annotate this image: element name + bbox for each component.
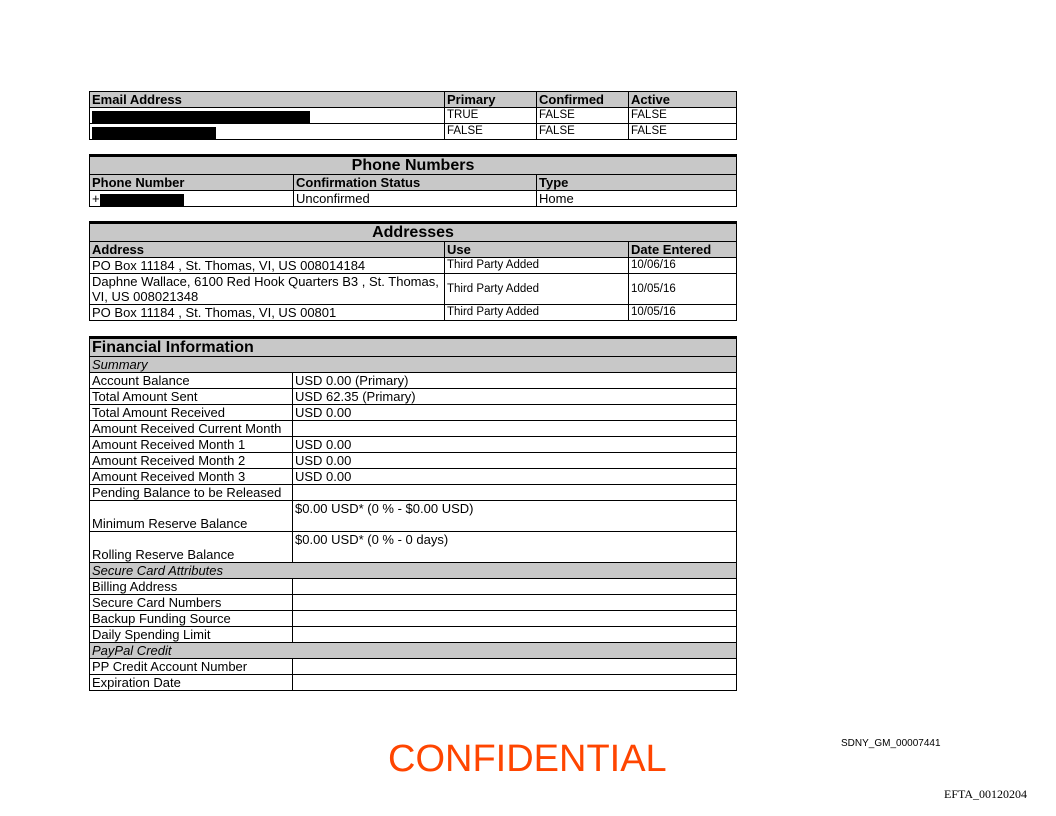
- redaction-bar: [100, 194, 184, 206]
- active-cell: FALSE: [629, 108, 737, 124]
- field-label: Daily Spending Limit: [90, 627, 293, 643]
- secure-card-label: Secure Card Attributes: [90, 563, 737, 579]
- field-value: [293, 627, 737, 643]
- field-value: [293, 421, 737, 437]
- use-cell: Third Party Added: [445, 305, 629, 321]
- confirmed-cell: FALSE: [537, 108, 629, 124]
- addresses-table: [89, 221, 737, 321]
- field-value: USD 0.00: [293, 469, 737, 485]
- phone-number-header: Phone Number: [90, 175, 294, 191]
- table-row: [90, 124, 737, 140]
- phone-section-title: Phone Numbers: [90, 156, 737, 175]
- table-row: [90, 659, 737, 675]
- phone-prefix: +: [92, 191, 100, 206]
- email-address-header: Email Address: [90, 92, 445, 108]
- date-entered-header: Date Entered: [629, 242, 737, 258]
- use-cell: Third Party Added: [445, 274, 629, 305]
- paypal-credit-section-row: [90, 643, 737, 659]
- table-row: [90, 108, 737, 124]
- redaction-bar: [92, 127, 216, 139]
- table-row: [90, 405, 737, 421]
- active-header: Active: [629, 92, 737, 108]
- table-row: [90, 258, 737, 274]
- table-row: [90, 305, 737, 321]
- field-label: Amount Received Month 1: [90, 437, 293, 453]
- summary-section-row: [90, 357, 737, 373]
- confirmed-header: Confirmed: [537, 92, 629, 108]
- confirmation-status-header: Confirmation Status: [294, 175, 537, 191]
- table-row: [90, 611, 737, 627]
- date-cell: 10/05/16: [629, 274, 737, 305]
- field-label: Amount Received Current Month: [90, 421, 293, 437]
- table-row: [90, 453, 737, 469]
- field-label: Expiration Date: [90, 675, 293, 691]
- confirmation-status-cell: Unconfirmed: [294, 191, 537, 207]
- redacted-email: [90, 124, 445, 140]
- address-cell: PO Box 11184 , St. Thomas, VI, US 008014184: [90, 258, 445, 274]
- table-row: [90, 501, 737, 532]
- addresses-header-row: [90, 242, 737, 258]
- table-row: [90, 532, 737, 563]
- field-label: Minimum Reserve Balance: [90, 501, 293, 532]
- table-row: [90, 579, 737, 595]
- field-label: Amount Received Month 2: [90, 453, 293, 469]
- address-cell: Daphne Wallace, 6100 Red Hook Quarters B3 , St. Thomas, VI, US 008021348: [90, 274, 445, 305]
- financial-section-title: Financial Information: [90, 338, 737, 357]
- paypal-credit-label: PayPal Credit: [90, 643, 737, 659]
- field-value: [293, 595, 737, 611]
- primary-cell: FALSE: [445, 124, 537, 140]
- confidential-stamp: CONFIDENTIAL: [388, 738, 667, 780]
- field-label: Billing Address: [90, 579, 293, 595]
- field-value: [293, 611, 737, 627]
- field-label: Rolling Reserve Balance: [90, 532, 293, 563]
- table-row: [90, 389, 737, 405]
- field-value: $0.00 USD* (0 % - 0 days): [293, 532, 737, 563]
- secure-card-section-row: [90, 563, 737, 579]
- type-cell: Home: [537, 191, 737, 207]
- use-header: Use: [445, 242, 629, 258]
- field-label: PP Credit Account Number: [90, 659, 293, 675]
- field-label: Secure Card Numbers: [90, 595, 293, 611]
- field-label: Pending Balance to be Released: [90, 485, 293, 501]
- address-cell: PO Box 11184 , St. Thomas, VI, US 00801: [90, 305, 445, 321]
- field-value: [293, 485, 737, 501]
- field-value: $0.00 USD* (0 % - $0.00 USD): [293, 501, 737, 532]
- field-value: USD 0.00: [293, 437, 737, 453]
- field-label: Amount Received Month 3: [90, 469, 293, 485]
- field-label: Total Amount Sent: [90, 389, 293, 405]
- email-header-row: [90, 92, 737, 108]
- addresses-section-title: Addresses: [90, 223, 737, 242]
- table-row: [90, 421, 737, 437]
- confirmed-cell: FALSE: [537, 124, 629, 140]
- date-cell: 10/05/16: [629, 305, 737, 321]
- summary-label: Summary: [90, 357, 737, 373]
- addresses-title-row: [90, 223, 737, 242]
- bates-number: SDNY_GM_00007441: [841, 738, 941, 749]
- primary-cell: TRUE: [445, 108, 537, 124]
- table-row: [90, 469, 737, 485]
- field-value: USD 62.35 (Primary): [293, 389, 737, 405]
- address-header: Address: [90, 242, 445, 258]
- financial-title-row: [90, 338, 737, 357]
- field-label: Backup Funding Source: [90, 611, 293, 627]
- field-value: [293, 675, 737, 691]
- phone-title-row: [90, 156, 737, 175]
- field-value: [293, 579, 737, 595]
- phone-number-cell: [90, 191, 294, 207]
- email-table: [89, 91, 737, 140]
- table-row: [90, 675, 737, 691]
- type-header: Type: [537, 175, 737, 191]
- phone-header-row: [90, 175, 737, 191]
- field-label: Total Amount Received: [90, 405, 293, 421]
- table-row: [90, 627, 737, 643]
- table-row: [90, 437, 737, 453]
- field-value: USD 0.00: [293, 453, 737, 469]
- use-cell: Third Party Added: [445, 258, 629, 274]
- active-cell: FALSE: [629, 124, 737, 140]
- table-row: [90, 595, 737, 611]
- field-value: [293, 659, 737, 675]
- redacted-email: [90, 108, 445, 124]
- field-label: Account Balance: [90, 373, 293, 389]
- date-cell: 10/06/16: [629, 258, 737, 274]
- table-row: [90, 373, 737, 389]
- table-row: [90, 485, 737, 501]
- primary-header: Primary: [445, 92, 537, 108]
- field-value: USD 0.00 (Primary): [293, 373, 737, 389]
- table-row: [90, 274, 737, 305]
- redaction-bar: [92, 111, 310, 123]
- financial-table: [89, 336, 737, 691]
- phone-table: [89, 154, 737, 207]
- table-row: [90, 191, 737, 207]
- efta-number: EFTA_00120204: [944, 787, 1028, 801]
- field-value: USD 0.00: [293, 405, 737, 421]
